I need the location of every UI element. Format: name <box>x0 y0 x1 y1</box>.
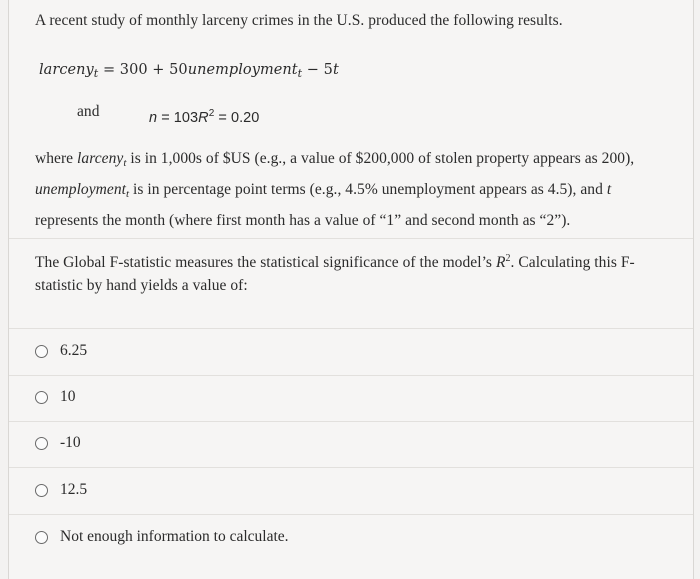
eq-intercept: = 300 + 50 <box>98 62 188 78</box>
answer-option-1[interactable] <box>35 342 87 360</box>
radio-icon[interactable] <box>35 531 48 544</box>
and-label: and <box>77 103 100 120</box>
desc-var-larceny: larceny <box>77 150 124 167</box>
divider <box>9 514 693 515</box>
option-label: 6.25 <box>60 342 88 359</box>
desc-var-t: t <box>606 181 612 198</box>
divider <box>9 375 693 376</box>
eq-term-sub: t <box>297 67 303 80</box>
eq-term: unemployment <box>187 62 298 78</box>
radio-icon[interactable] <box>35 437 48 450</box>
prompt-text: The Global F-statistic measures the statistical significance of the model’s <box>35 254 496 271</box>
option-label: -10 <box>60 434 81 451</box>
regression-equation <box>39 62 339 78</box>
radio-icon[interactable] <box>35 345 48 358</box>
model-stats <box>149 110 259 126</box>
r-label: R <box>198 110 209 126</box>
desc-line-3: represents the month (where first month has a value of “1” and second month as “2”). <box>35 212 571 229</box>
radio-icon[interactable] <box>35 391 48 404</box>
prompt-text: . Calculating this F- <box>510 254 635 271</box>
divider <box>9 328 693 329</box>
desc-text: where <box>35 150 78 167</box>
r-exp: 2 <box>208 108 215 119</box>
eq-lhs: larceny <box>39 62 94 78</box>
prompt-line-2: statistic by hand yields a value of: <box>35 277 248 294</box>
desc-text: is in 1,000s of $US (e.g., a value of $200,000 of stolen property appears as 200), <box>126 150 635 167</box>
answer-option-3[interactable] <box>35 434 81 452</box>
prompt-line-1 <box>35 254 635 272</box>
n-value: = 103 <box>157 110 199 126</box>
desc-line-1 <box>35 150 634 168</box>
question-intro: A recent study of monthly larceny crimes in the U.S. produced the following results. <box>35 12 563 29</box>
desc-sub: t <box>123 157 127 169</box>
answer-option-2[interactable] <box>35 388 76 406</box>
divider <box>9 421 693 422</box>
divider <box>9 238 693 239</box>
option-label: 10 <box>60 388 76 405</box>
eq-t: t <box>332 62 339 78</box>
radio-icon[interactable] <box>35 484 48 497</box>
answer-option-5[interactable] <box>35 528 289 546</box>
answer-option-4[interactable] <box>35 481 87 499</box>
desc-line-2 <box>35 181 611 199</box>
eq-minus: − 5 <box>302 62 333 78</box>
option-label: Not enough information to calculate. <box>60 528 289 545</box>
eq-lhs-sub: t <box>93 67 99 80</box>
prompt-r: R <box>495 254 506 271</box>
option-label: 12.5 <box>60 481 88 498</box>
desc-var-unemployment: unemployment <box>35 181 126 198</box>
divider <box>9 467 693 468</box>
desc-sub: t <box>126 188 130 200</box>
prompt-r-exp: 2 <box>505 253 511 264</box>
n-label: n <box>149 110 158 126</box>
desc-text: is in percentage point terms (e.g., 4.5% unemployment appears as 4.5), and <box>129 181 607 198</box>
question-card <box>8 0 694 579</box>
r-value: = 0.20 <box>214 110 260 126</box>
